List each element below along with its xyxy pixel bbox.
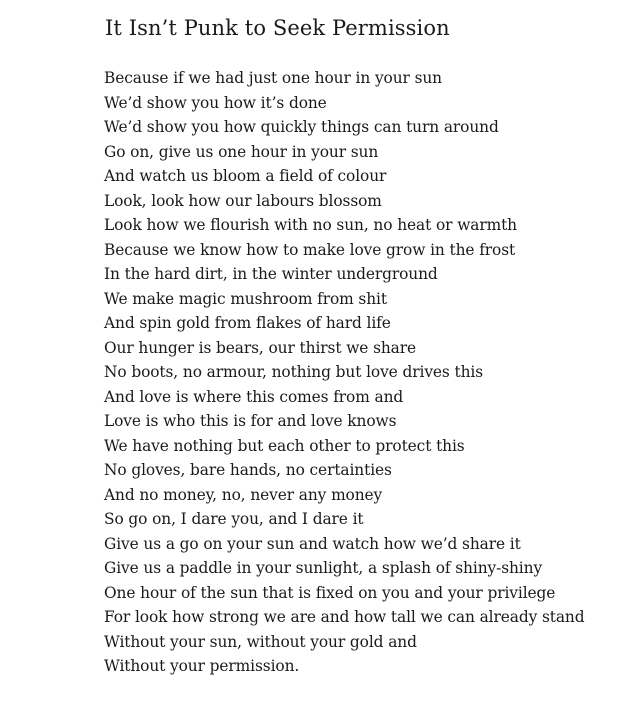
poem-line: Give us a go on your sun and watch how we’d share it [104, 534, 521, 553]
poem-line: Our hunger is bears, our thirst we share [104, 338, 417, 357]
poem-line: No gloves, bare hands, no certainties [104, 461, 392, 479]
poem-line: In the hard dirt, in the winter underground [104, 265, 438, 283]
poem-line: Look, look how our labours blossom [104, 191, 382, 210]
poem-line: And love is where this comes from and [104, 387, 404, 406]
poem-line: And no money, no, never any money [104, 485, 383, 504]
poem-line: We have nothing but each other to protect this [104, 436, 465, 455]
poem-line: We’d show you how quickly things can turn around [104, 118, 499, 136]
poem-line: Because we know how to make love grow in the frost [104, 240, 516, 259]
poem-line: Because if we had just one hour in your sun [104, 69, 442, 87]
poem-line: And watch us bloom a field of colour [104, 167, 387, 185]
poem-line: Love is who this is for and love knows [104, 412, 397, 430]
poem-line: For look how strong we are and how tall we can already stand [104, 608, 585, 626]
poem-line: Look how we flourish with no sun, no heat or warmth [104, 216, 517, 234]
poem-line: Give us a paddle in your sunlight, a splash of shiny-shiny [104, 559, 543, 577]
poem-line: So go on, I dare you, and I dare it [104, 510, 364, 528]
poem-line: Without your sun, without your gold and [104, 632, 417, 651]
poem-body [104, 66, 585, 679]
poem-line: Without your permission. [104, 657, 300, 675]
poem-line: One hour of the sun that is fixed on you and your privilege [104, 583, 556, 602]
poem-line: We make magic mushroom from shit [104, 289, 387, 308]
poem-line: And spin gold from flakes of hard life [104, 314, 391, 332]
poem-title: It Isn’t Punk to Seek Permission [105, 16, 450, 40]
poem-line: We’d show you how it’s done [104, 93, 327, 112]
poem-line: Go on, give us one hour in your sun [104, 142, 379, 161]
poem-line: No boots, no armour, nothing but love drives this [104, 363, 484, 381]
